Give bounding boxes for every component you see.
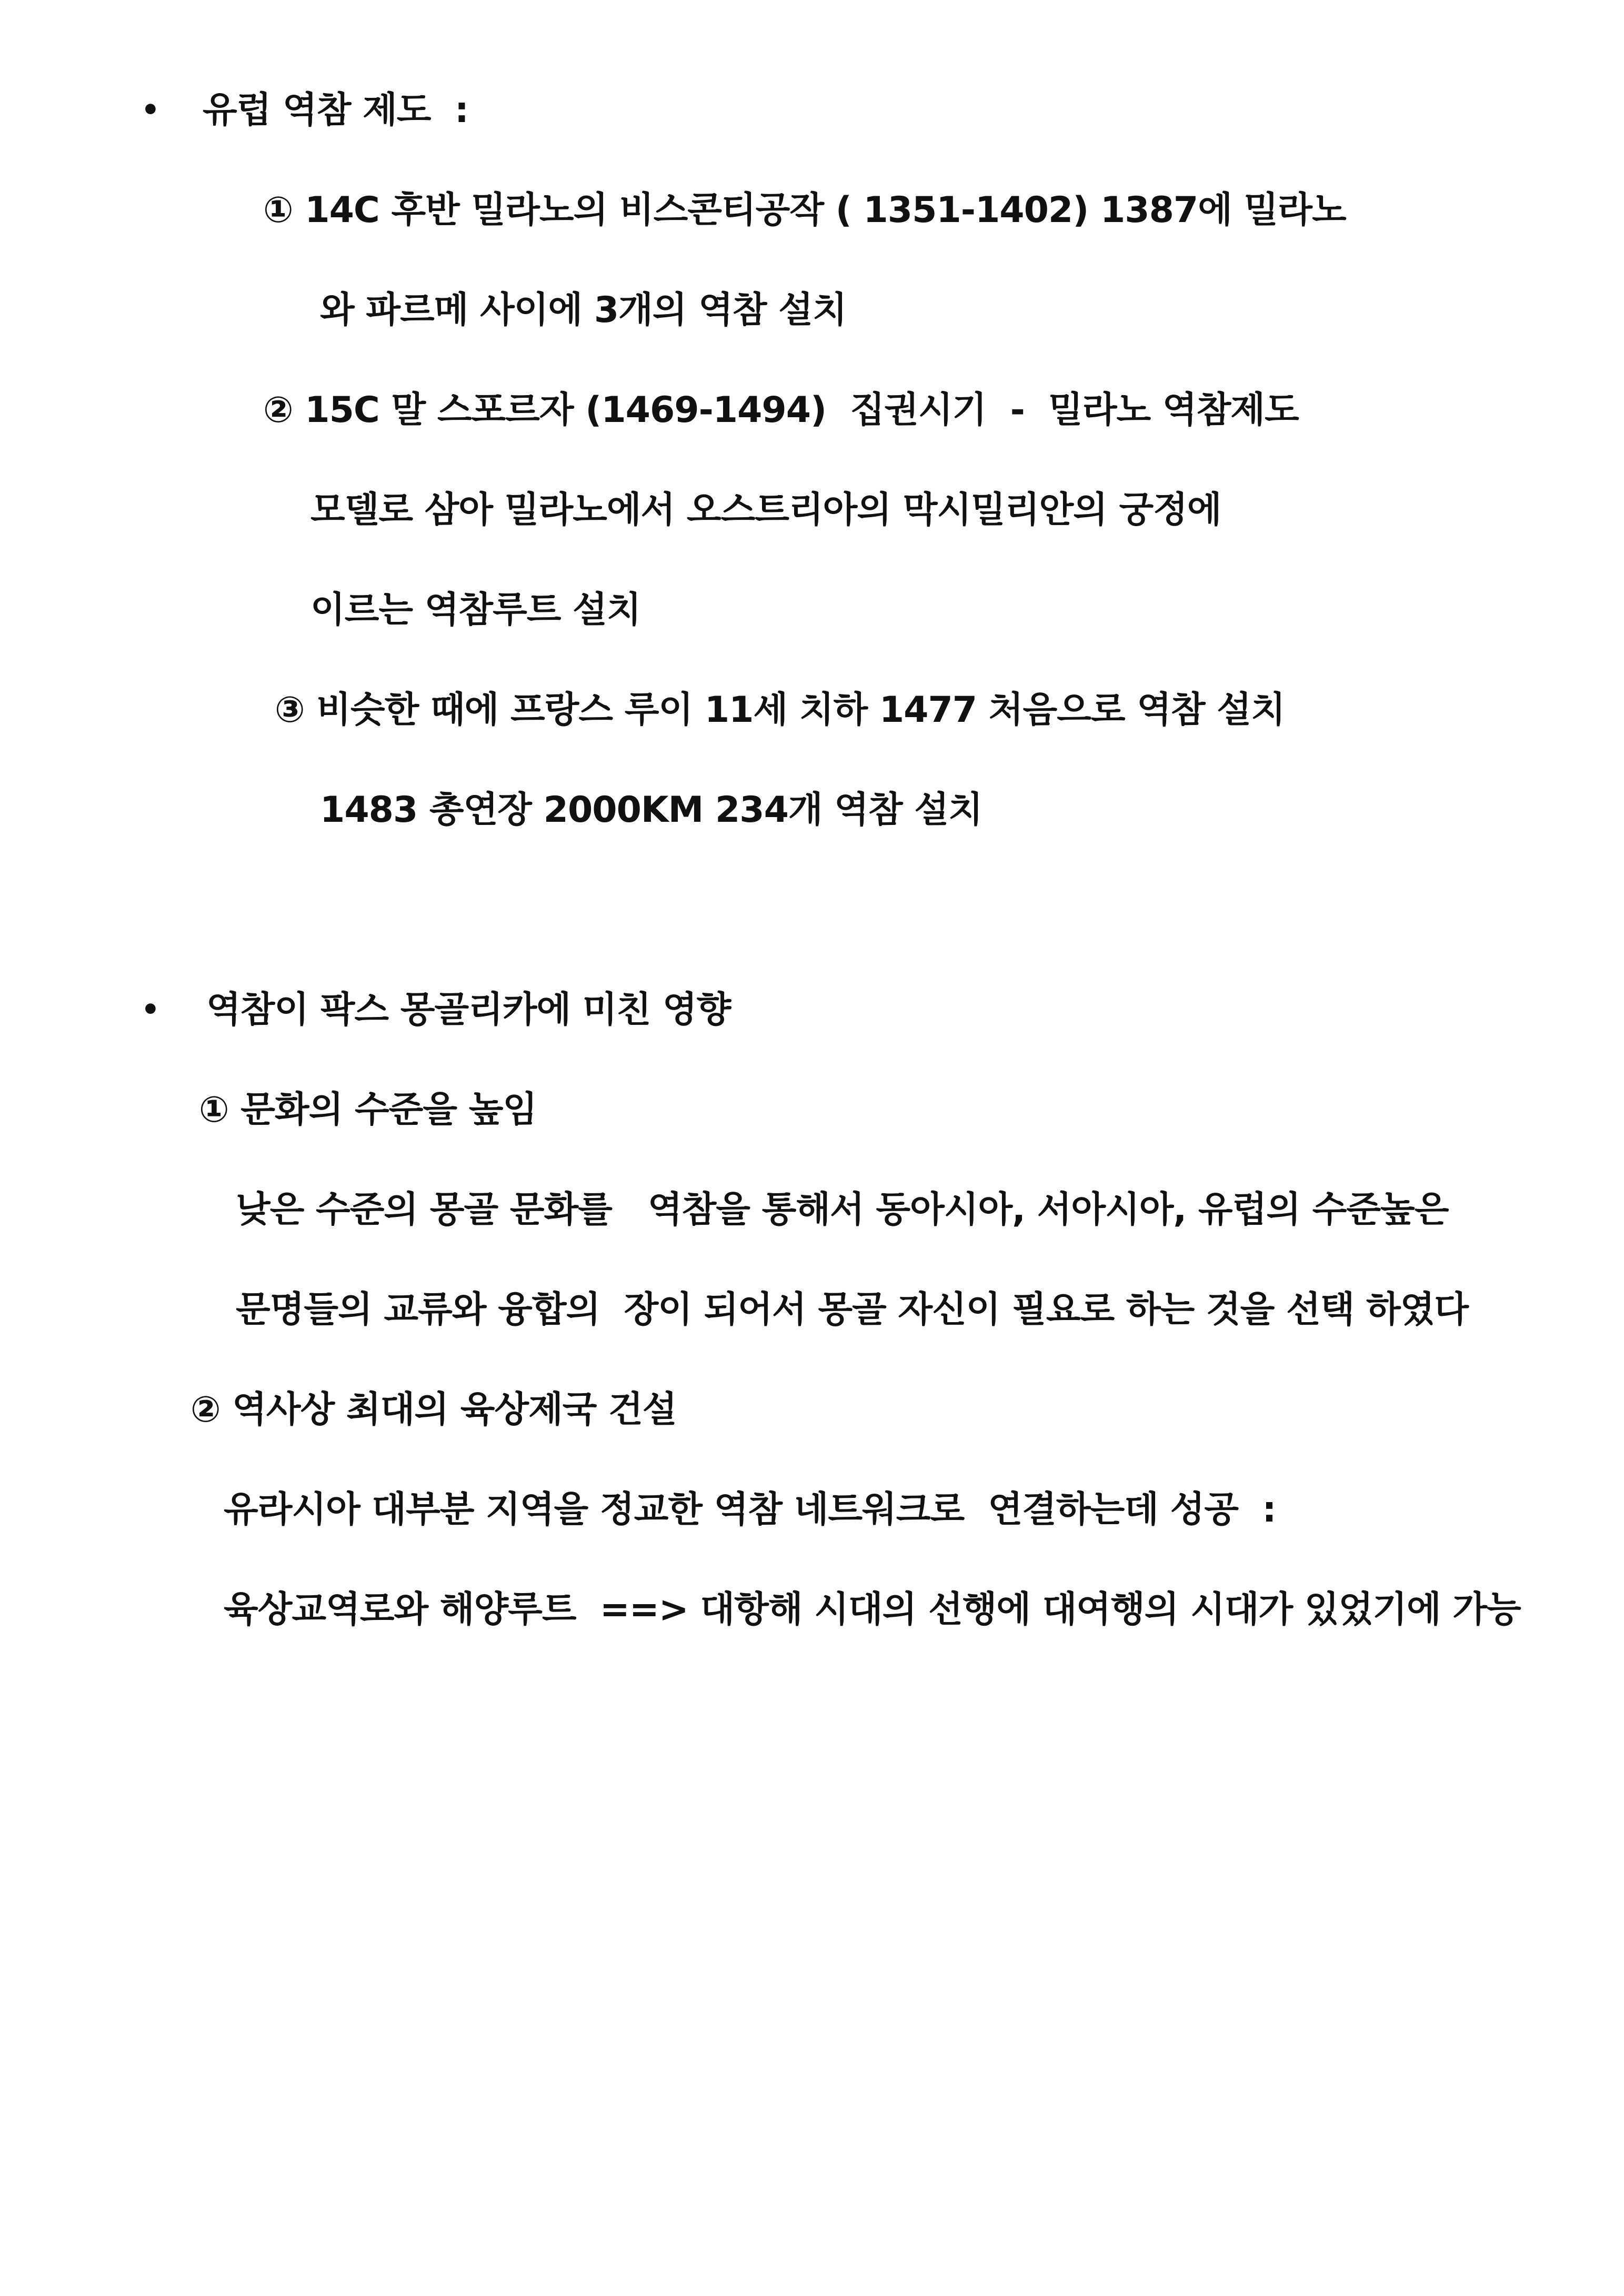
bullet-marker-2: •: [141, 993, 160, 1027]
text-line: 이르는 역참루트 설치: [310, 589, 641, 631]
section-heading-european-post-system: 유럽 역참 제도 :: [203, 89, 469, 131]
bullet-marker-1: •: [141, 93, 160, 127]
text-line: ① 14C 후반 밀라노의 비스콘티공작 ( 1351-1402) 1387에 밀라노: [263, 189, 1346, 231]
text-line: ① 문화의 수준을 높임: [199, 1089, 537, 1131]
text-line: 유라시아 대부분 지역을 정교한 역참 네트워크로 연결하는데 성공 :: [224, 1489, 1276, 1530]
text-line: ③ 비슷한 때에 프랑스 루이 11세 치하 1477 처음으로 역참 설치: [275, 689, 1285, 731]
text-line: 와 파르메 사이에 3개의 역참 설치: [320, 289, 847, 331]
text-line: 1483 총연장 2000KM 234개 역참 설치: [320, 789, 983, 831]
text-line: ② 역사상 최대의 육상제국 건설: [191, 1389, 677, 1431]
text-line: ② 15C 말 스포르자 (1469-1494) 집권시기 - 밀라노 역참제도: [263, 389, 1299, 431]
text-line: 모델로 삼아 밀라노에서 오스트리아의 막시밀리안의 궁정에: [310, 489, 1221, 531]
text-line: 육상교역로와 해양루트 ==> 대항해 시대의 선행에 대여행의 시대가 있었기에 가능: [224, 1589, 1521, 1630]
text-line: 낮은 수준의 몽골 문화를 역참을 통해서 동아시아, 서아시아, 유럽의 수준높은: [236, 1189, 1449, 1231]
section-heading-pax-mongolica-impact: 역참이 팍스 몽골리카에 미친 영향: [206, 989, 731, 1031]
text-line: 문명들의 교류와 융합의 장이 되어서 몽골 자신이 필요로 하는 것을 선택 하였다: [236, 1289, 1469, 1331]
